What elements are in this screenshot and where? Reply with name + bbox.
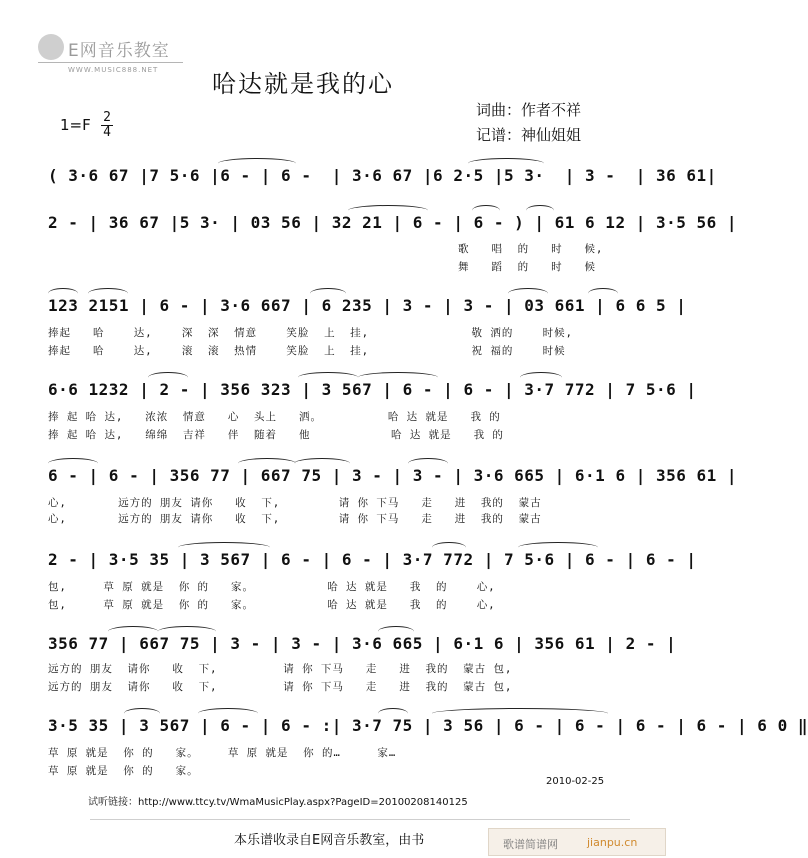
slur — [298, 372, 358, 383]
lyric-line: 捧起 哈 达, 深 深 情意 笑脸 上 挂, 敬 洒的 时候, — [48, 327, 573, 339]
lyric-line: 包, 草 原 就是 你 的 家。 哈 达 就是 我 的 心, — [48, 581, 496, 593]
lyric-line: 远方的 朋友 请你 收 下, 请 你 下马 走 进 我的 蒙古 包, — [48, 663, 513, 675]
slur — [348, 205, 428, 216]
slur — [48, 458, 98, 469]
score-line — [48, 380, 697, 410]
slur — [408, 458, 448, 469]
slur — [124, 708, 160, 719]
watermark-right: jianpu.cn — [587, 836, 638, 849]
slur — [520, 372, 562, 383]
footer-divider — [90, 819, 630, 820]
score-line — [48, 166, 717, 196]
slur — [148, 372, 188, 383]
score-line — [48, 634, 677, 664]
lyric-line: 捧 起 哈 达, 浓浓 情意 心 头上 洒。 哈 达 就是 我 的 — [48, 411, 501, 423]
slur — [294, 458, 350, 469]
lyric-line: 歌 唱 的 时 候, — [48, 243, 604, 255]
lyric-line: 心, 远方的 朋友 请你 收 下, 请 你 下马 走 进 我的 蒙古 — [48, 497, 542, 509]
score-line — [48, 213, 738, 243]
slur — [432, 542, 466, 553]
slur — [310, 288, 346, 299]
song-title: 哈达就是我的心 — [212, 70, 394, 98]
lyric-line: 草 原 就是 你 的 家。 草 原 就是 你 的… 家… — [48, 747, 397, 759]
notes: 123 2151 | 6 - | 3·6 667 | 6 235 | 3 - | 3 - | 03 661 | 6 6 5 | — [48, 296, 687, 315]
slur — [378, 708, 408, 719]
score-line — [48, 716, 808, 746]
lyric-line: 捧起 哈 达, 滚 滚 热情 笑脸 上 挂, 祝 福的 时候 — [48, 345, 566, 357]
score-line — [48, 550, 697, 580]
lyric-line: 捧 起 哈 达, 绵绵 吉祥 伴 随着 他 哈 达 就是 我 的 — [48, 429, 504, 441]
slur — [198, 708, 258, 719]
logo-url: WWW.MUSIC888.NET — [68, 66, 159, 74]
slur — [588, 288, 618, 299]
logo-leaf-icon — [38, 34, 64, 60]
lyric-line: 心, 远方的 朋友 请你 收 下, 请 你 下马 走 进 我的 蒙古 — [48, 513, 542, 525]
lyric-line: 包, 草 原 就是 你 的 家。 哈 达 就是 我 的 心, — [48, 599, 496, 611]
slur — [218, 158, 296, 169]
slur — [526, 205, 554, 216]
lyric-line: 草 原 就是 你 的 家。 — [48, 765, 199, 777]
time-signature-bottom: 4 — [103, 125, 111, 140]
slur — [472, 205, 500, 216]
notes: 3·5 35 | 3 567 | 6 - | 6 - :| 3·7 75 | 3 56 | 6 - | 6 - | 6 - | 6 - | 6 0 ‖ — [48, 716, 808, 735]
lyric-line: 远方的 朋友 请你 收 下, 请 你 下马 走 进 我的 蒙古 包, — [48, 681, 513, 693]
slur — [158, 626, 216, 637]
key-signature: 1=F — [60, 116, 91, 134]
credit-notation: 记谱：神仙姐姐 — [476, 126, 582, 144]
notes: 356 77 | 667 75 | 3 - | 3 - | 3·6 665 | 6·1 6 | 356 61 | 2 - | — [48, 634, 677, 653]
slur — [378, 626, 414, 637]
credits — [476, 98, 581, 148]
date-label: 2010-02-25 — [546, 776, 605, 787]
notes: 6 - | 6 - | 356 77 | 667 75 | 3 - | 3 - | 3·6 665 | 6·1 6 | 356 61 | — [48, 466, 738, 485]
notes: 6·6 1232 | 2 - | 356 323 | 3 567 | 6 - | 6 - | 3·7 772 | 7 5·6 | — [48, 380, 697, 399]
slur — [508, 288, 548, 299]
score-line — [48, 466, 738, 496]
logo-name: E网音乐教室 — [68, 41, 170, 61]
slur — [48, 288, 78, 299]
slur — [468, 158, 544, 169]
credit-lyrics-music: 词曲：作者不祥 — [476, 101, 582, 119]
lyric-line: 舞 蹈 的 时 候 — [48, 261, 597, 273]
slur — [518, 542, 598, 553]
listen-link[interactable]: 试听链接：http://www.ttcy.tv/WmaMusicPlay.aspx?PageID=20100208140125 — [88, 797, 468, 808]
slur — [238, 458, 296, 469]
footer-text: 本乐谱收录自E网音乐教室，由书 — [234, 833, 425, 848]
watermark-left: 歌谱简谱网 — [503, 838, 558, 851]
slur — [358, 372, 438, 383]
notes: ( 3·6 67 |7 5·6 |6 - | 6 - | 3·6 67 |6 2·5 |5 3· | 3 - | 36 61| — [48, 166, 717, 185]
notes: 2 - | 36 67 |5 3· | 03 56 | 32 21 | 6 - | 6 - ) | 61 6 12 | 3·5 56 | — [48, 213, 738, 232]
logo-divider — [38, 62, 183, 63]
score-line — [48, 296, 687, 326]
slur — [178, 542, 270, 553]
slur — [88, 288, 128, 299]
notes: 2 - | 3·5 35 | 3 567 | 6 - | 6 - | 3·7 772 | 7 5·6 | 6 - | 6 - | — [48, 550, 697, 569]
watermark-badge — [488, 828, 666, 856]
slur — [432, 708, 608, 719]
time-signature-top: 2 — [103, 110, 111, 125]
time-signature — [101, 112, 113, 139]
slur — [108, 626, 158, 637]
